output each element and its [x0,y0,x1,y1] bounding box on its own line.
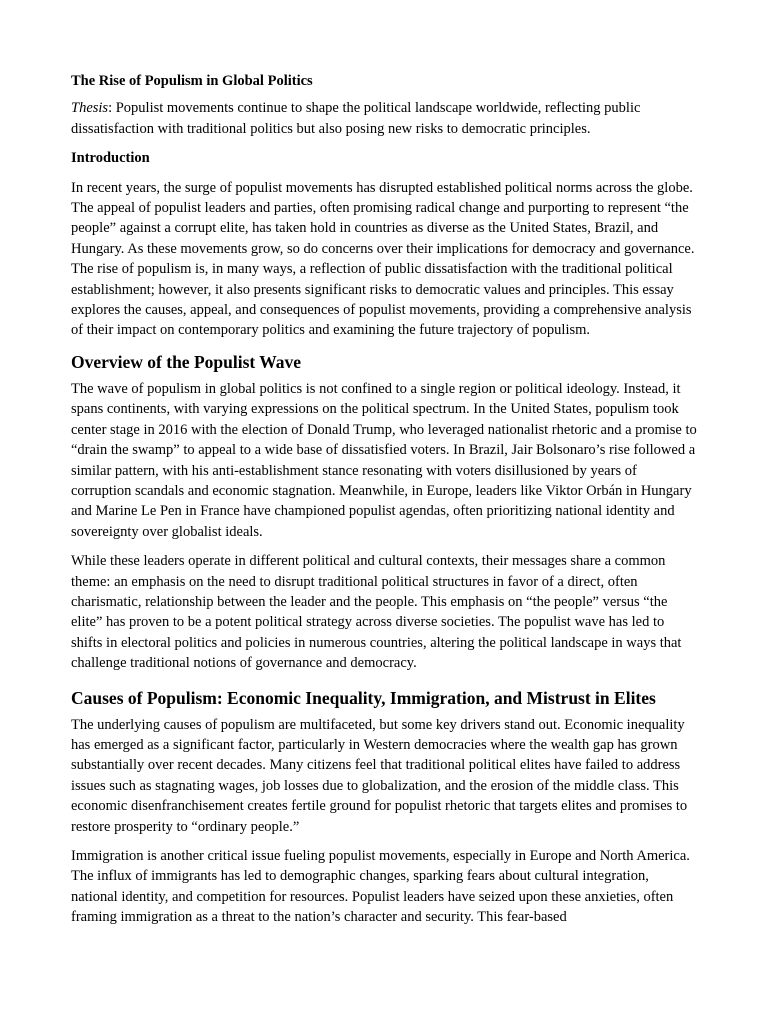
document-title: The Rise of Populism in Global Politics [71,73,313,89]
thesis-text: : Populist movements continue to shape the political landscape worldwide, reflecting public dissatisfaction with traditional politics but also posing new risks to democratic principles. [71,100,641,137]
causes-paragraph-2: Immigration is another critical issue fueling populist movements, especially in Europe and North America. The influx of immigrants has led to demographic changes, sparking fears about cultural integration, national identity, and competition for resources. Populist leaders have seized upon these anxieties, often framing immigration as a threat to the nation’s character and security. This fear-based [71,848,690,926]
document-page [71,71,699,937]
overview-paragraph-2: While these leaders operate in different political and cultural contexts, their messages share a common theme: an emphasis on the need to disrupt traditional political structures in favor of a direct, often charismatic, relationship between the leader and the people. This emphasis on “the people” versus “the elite” has proven to be a potent political strategy across diverse societies. The populist wave has led to shifts in electoral politics and policies in numerous countries, altering the political landscape in ways that challenge traditional notions of governance and democracy. [71,553,682,672]
section-heading-causes: Causes of Populism: Economic Inequality, Immigration, and Mistrust in Elites [71,687,656,708]
section-heading-overview: Overview of the Populist Wave [71,351,302,372]
thesis-statement [71,98,699,139]
introduction-paragraph: In recent years, the surge of populist movements has disrupted established political norms across the globe. The appeal of populist leaders and parties, often promising radical change and purporting to represent “the people” against a corrupt elite, has taken hold in countries as diverse as the United States, Brazil, and Hungary. As these movements grow, so do concerns over their implications for democracy and governance. The rise of populism is, in many ways, a reflection of public dissatisfaction with the traditional political establishment; however, it also presents significant risks to democratic values and principles. This essay explores the causes, appeal, and consequences of populist movements, providing a comprehensive analysis of their impact on contemporary politics and examining the future trajectory of populism. [71,179,695,339]
causes-paragraph-1: The underlying causes of populism are multifaceted, but some key drivers stand out. Economic inequality has emerged as a significant factor, particularly in Western democracies where the wealth gap has grown substantially over recent decades. Many citizens feel that traditional political elites have failed to address issues such as stagnating wages, job losses due to globalization, and the erosion of the middle class. This economic disenfranchisement creates fertile ground for populist rhetoric that targets elites and promises to restore prosperity to “ordinary people.” [71,716,688,835]
thesis-label: Thesis [71,100,109,117]
overview-paragraph-1: The wave of populism in global politics is not confined to a single region or political ideology. Instead, it spans continents, with varying expressions on the political spectrum. In the United States, populism took center stage in 2016 with the election of Donald Trump, who leveraged nationalist rhetoric and a promise to “drain the swamp” to appeal to a wide base of dissatisfied voters. In Brazil, Jair Bolsonaro’s rise followed a similar pattern, with his anti-establishment stance resonating with voters disillusioned by years of corruption scandals and economic stagnation. Meanwhile, in Europe, leaders like Viktor Orbán in Hungary and Marine Le Pen in France have championed populist agendas, often prioritizing national identity and sovereignty over globalist ideals. [71,380,697,540]
introduction-heading: Introduction [71,150,150,167]
